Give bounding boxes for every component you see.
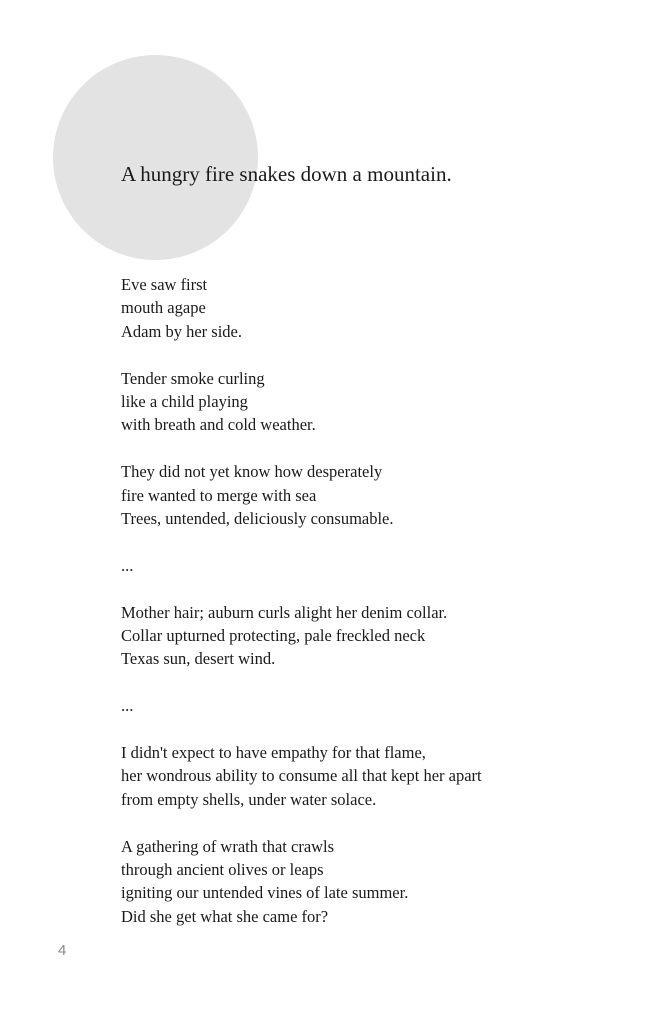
poem-title: A hungry fire snakes down a mountain.	[121, 162, 452, 186]
poem-line: from empty shells, under water solace.	[121, 789, 377, 809]
poem-line: They did not yet know how desperately	[121, 462, 383, 482]
poem-line: Did she get what she came for?	[121, 906, 329, 926]
poem-body	[121, 273, 482, 952]
poem-line: Eve saw first	[121, 275, 208, 294]
poem-line: Tender smoke curling	[121, 368, 265, 388]
decorative-circle	[53, 55, 258, 260]
section-break	[121, 554, 482, 577]
page-number: 4	[58, 942, 67, 959]
poem-line: fire wanted to merge with sea	[121, 485, 317, 505]
poem-line: Adam by her side.	[121, 321, 242, 341]
poem-line: her wondrous ability to consume all that kept her apart	[121, 766, 482, 786]
poem-line: A gathering of wrath that crawls	[121, 836, 335, 856]
stanza-3	[121, 460, 482, 530]
poem-line: igniting our untended vines of late summer.	[121, 883, 409, 903]
ellipsis-separator: ...	[121, 696, 134, 716]
section-break	[121, 694, 482, 717]
ellipsis-separator: ...	[121, 555, 134, 575]
poem-line: like a child playing	[121, 392, 248, 412]
stanza-6	[121, 835, 482, 929]
stanza-5	[121, 741, 482, 811]
poem-line: Mother hair; auburn curls alight her denim collar.	[121, 602, 448, 622]
poem-line: Collar upturned protecting, pale freckled neck	[121, 626, 426, 646]
stanza-4	[121, 601, 482, 671]
stanza-2	[121, 367, 482, 437]
poem-line: with breath and cold weather.	[121, 415, 316, 435]
stanza-1	[121, 273, 482, 343]
poem-line: Trees, untended, deliciously consumable.	[121, 509, 394, 529]
poem-line: mouth agape	[121, 298, 206, 318]
poem-line: through ancient olives or leaps	[121, 860, 324, 880]
poem-line: I didn't expect to have empathy for that flame,	[121, 743, 426, 763]
poem-line: Texas sun, desert wind.	[121, 649, 276, 669]
